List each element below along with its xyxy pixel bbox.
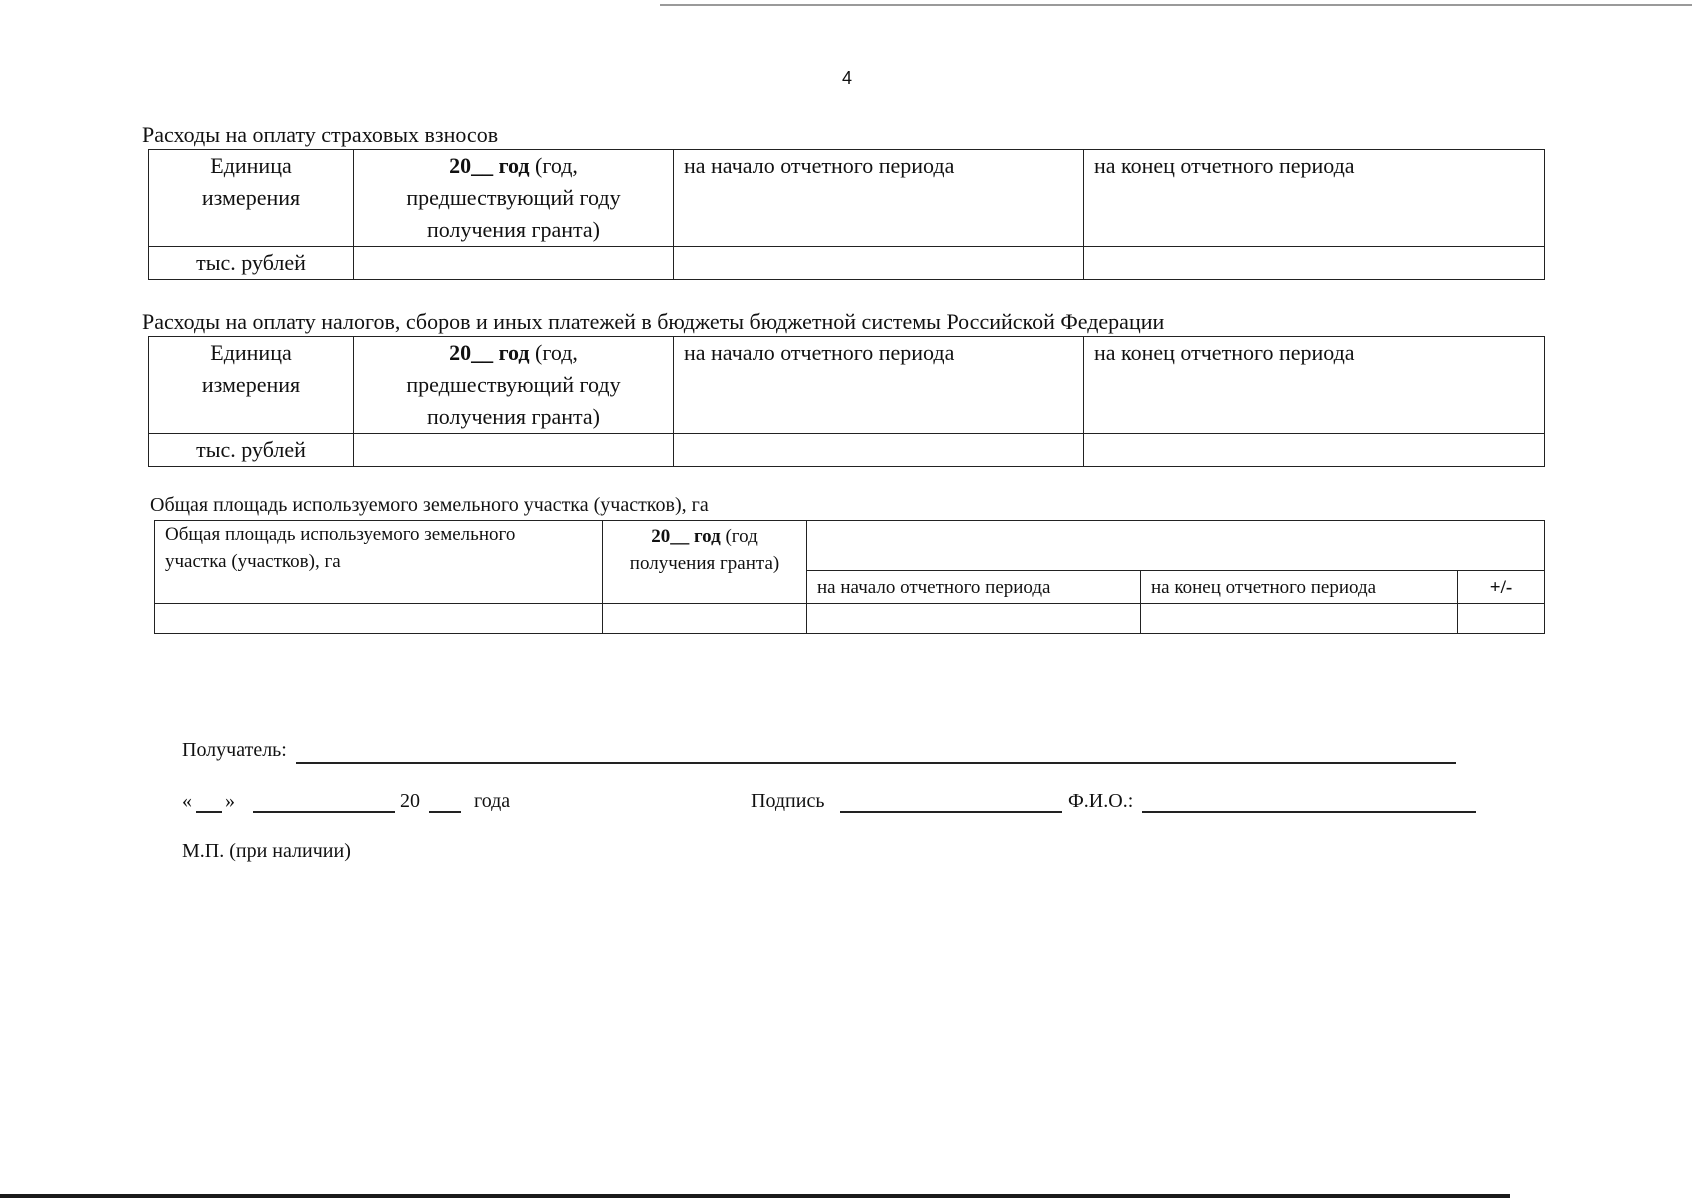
date-month-line[interactable] <box>253 811 395 813</box>
table-header-row <box>149 150 1545 247</box>
header-diff: +/- <box>1458 571 1545 604</box>
section-caption-insurance: Расходы на оплату страховых взносов <box>142 122 499 147</box>
header-year-bold: 20__ год <box>651 526 721 547</box>
table-row <box>149 434 1545 467</box>
header-group <box>807 521 1545 571</box>
fio-label: Ф.И.О.: <box>1068 790 1134 812</box>
header-year-text: получения гранта) <box>629 553 780 574</box>
cell-year-value[interactable] <box>354 247 674 280</box>
cell-area-value[interactable] <box>155 604 603 634</box>
cell-year-value[interactable] <box>603 604 807 634</box>
cell-unit: тыс. рублей <box>149 247 354 280</box>
cell-year-value[interactable] <box>354 434 674 467</box>
signature-label: Подпись <box>751 790 825 812</box>
scan-edge-bottom <box>0 1194 1510 1198</box>
header-period-start: на начало отчетного периода <box>674 150 1084 247</box>
recipient-label: Получатель: <box>182 739 287 761</box>
header-year-text: получения гранта) <box>427 217 600 242</box>
cell-unit: тыс. рублей <box>149 434 354 467</box>
date-year-line[interactable] <box>429 811 461 813</box>
header-period-start: на начало отчетного периода <box>807 571 1141 604</box>
cell-end-value[interactable] <box>1084 434 1545 467</box>
header-year-text: предшествующий году <box>406 372 621 397</box>
date-day-line[interactable] <box>196 811 222 813</box>
header-period-end: на конец отчетного периода <box>1084 337 1545 434</box>
taxes-table <box>148 336 1545 467</box>
date-close-quote: » <box>225 790 235 812</box>
date-open-quote: « <box>182 790 192 812</box>
header-year <box>603 521 807 604</box>
signature-line[interactable] <box>840 811 1062 813</box>
header-unit <box>149 337 354 434</box>
land-area-table <box>154 520 1545 634</box>
fio-line[interactable] <box>1142 811 1476 813</box>
section-caption-land-area: Общая площадь используемого земельного участка (участков), га <box>150 494 709 516</box>
header-period-end: на конец отчетного периода <box>1141 571 1458 604</box>
header-unit-line: Единица <box>210 153 292 178</box>
header-unit <box>149 150 354 247</box>
table-header-row <box>149 337 1545 434</box>
header-unit-line: Единица <box>210 340 292 365</box>
date-year-suffix: года <box>474 790 511 812</box>
table-header-row <box>155 521 1545 571</box>
header-year-text: предшествующий году <box>406 185 621 210</box>
page-number: 4 <box>841 68 852 88</box>
header-year-text: (год, <box>535 153 578 178</box>
header-unit-line: измерения <box>201 185 301 210</box>
header-area-line: участка (участков), га <box>165 551 341 572</box>
table-row <box>155 604 1545 634</box>
header-year-text: (год <box>725 526 758 547</box>
cell-end-value[interactable] <box>1141 604 1458 634</box>
section-caption-taxes: Расходы на оплату налогов, сборов и иных платежей в бюджеты бюджетной системы Российской Федерации <box>142 309 1165 334</box>
header-unit-line: измерения <box>201 372 301 397</box>
cell-end-value[interactable] <box>1084 247 1545 280</box>
header-year <box>354 337 674 434</box>
cell-start-value[interactable] <box>674 247 1084 280</box>
cell-start-value[interactable] <box>807 604 1141 634</box>
header-area <box>155 521 603 604</box>
header-year-bold: 20__ год <box>449 340 530 365</box>
date-year-prefix: 20 <box>400 790 420 812</box>
cell-diff-value[interactable] <box>1458 604 1545 634</box>
header-year <box>354 150 674 247</box>
recipient-line[interactable] <box>296 762 1456 764</box>
header-area-line: Общая площадь используемого земельного <box>165 524 516 545</box>
header-year-bold: 20__ год <box>449 153 530 178</box>
insurance-table <box>148 149 1545 280</box>
seal-label: М.П. (при наличии) <box>182 840 351 862</box>
header-period-end: на конец отчетного периода <box>1084 150 1545 247</box>
cell-start-value[interactable] <box>674 434 1084 467</box>
table-row <box>149 247 1545 280</box>
scan-edge-top <box>660 4 1692 6</box>
header-year-text: (год, <box>535 340 578 365</box>
header-period-start: на начало отчетного периода <box>674 337 1084 434</box>
header-year-text: получения гранта) <box>427 404 600 429</box>
